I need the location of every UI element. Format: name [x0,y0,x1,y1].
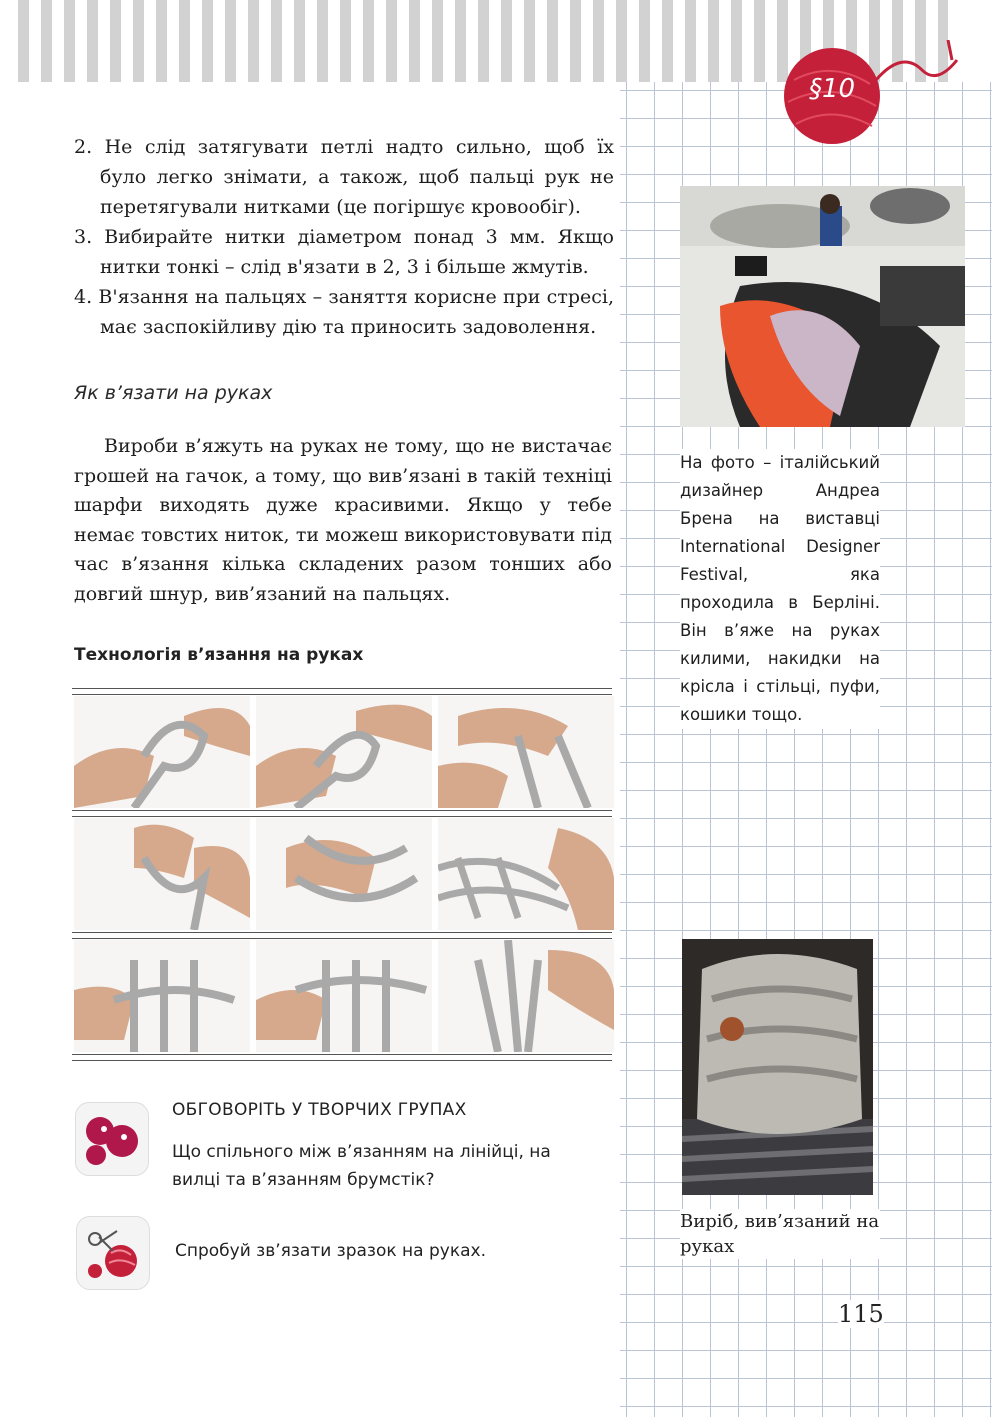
discussion-question: Що спільного між в’язанням на лінійці, на вилці та в’язанням брумстік? [172,1142,551,1190]
page-number: 115 [838,1300,884,1328]
discussion-title: ОБГОВОРІТЬ У ТВОРЧИХ ГРУПАХ [172,1100,467,1120]
divider [72,810,612,817]
step-photos-grid [72,688,612,1060]
step-photo-8 [256,940,432,1052]
step-photo-1 [74,696,250,808]
divider [72,932,612,939]
section-subheading: Як в’язати на руках [74,382,273,404]
scarf-photo [682,939,873,1195]
divider [72,688,612,695]
step-photo-4 [74,818,250,930]
step-photo-5 [256,818,432,930]
body-paragraph: Вироби в’яжуть на руках не тому, що не вистачає грошей на гачок, а тому, що вив’язані в такій техніці шарфи виходять дуже красивими. Якщо у тебе немає товстих ниток, ти можеш використовувати під час в’язання кілька складених разом тонших або довгий шнур, вив’язаний на пальцях. [74,435,612,605]
section-number: §10 [808,74,856,104]
list-item: 3. Вибирайте нитки діаметром понад 3 мм. Якщо нитки тонкі – слід в'язати в 2, 3 і більше жмутів. [74,226,614,278]
divider [72,1054,612,1061]
technology-heading: Технологія в’язання на руках [74,645,364,665]
step-photo-2 [256,696,432,808]
list-item: 4. В'язання на пальцях – заняття корисне при стресі, має заспокійливу дію та приносить задоволення. [74,286,614,338]
list-item: 2. Не слід затягувати петлі надто сильно, щоб їх було легко знімати, а також, щоб пальці рук не перетягували нитками (це погіршує кровообіг). [74,136,614,218]
designer-photo [680,186,965,427]
tips-list [74,132,614,342]
step-photo-6 [438,818,614,930]
step-photo-9 [438,940,614,1052]
craft-tools-icon [76,1216,150,1290]
step-photo-7 [74,940,250,1052]
task-text: Спробуй зв’язати зразок на руках. [175,1241,486,1261]
discussion-icon [75,1102,149,1176]
designer-caption: На фото – італійський дизайнер Андреа Брена на виставці International Designer Festival, яка проходила в Берліні. Він в’яже на руках килими, накидки на крісла і стільці, пуфи, кошики тощо. [680,449,880,729]
step-photo-3 [438,696,614,808]
scarf-caption: Виріб, вив’язаний на руках [680,1211,880,1257]
